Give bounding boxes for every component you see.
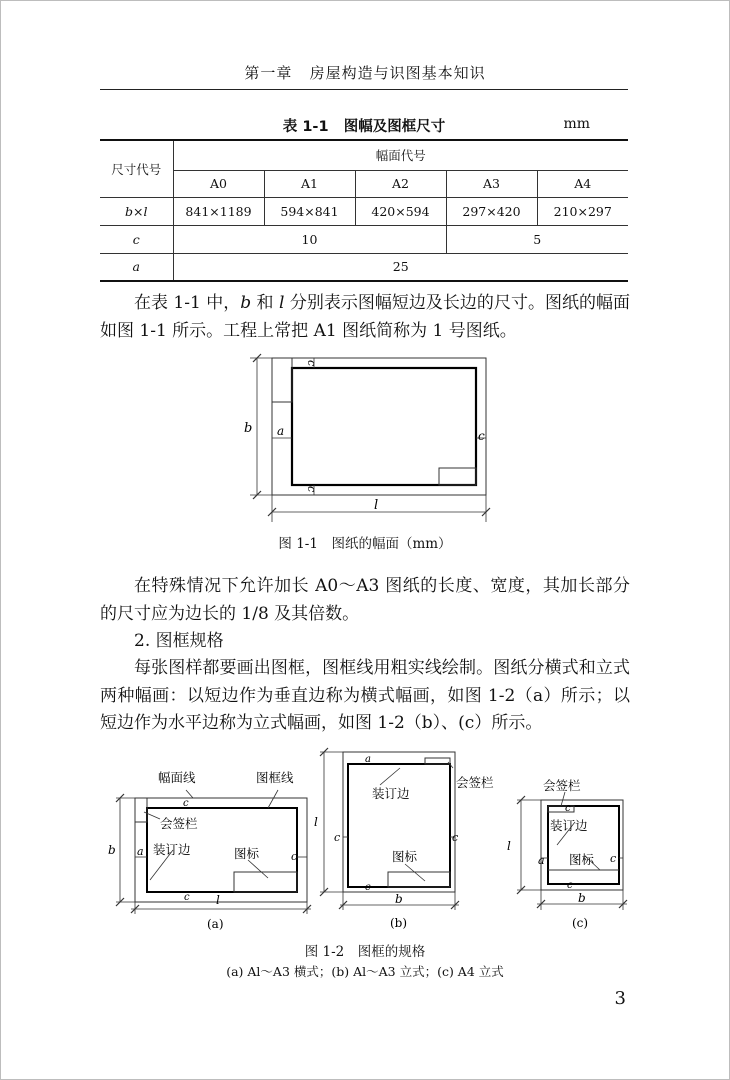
- paragraph-1: [100, 290, 630, 345]
- table-cell: 5: [446, 225, 628, 253]
- table-cell: 25: [173, 253, 628, 281]
- figure-1-2b: [310, 750, 494, 933]
- para1-text: 分别表示图幅短边及长边的尺寸。图纸的幅面如图 1-1 所示。工程上常把 A1 图纸简称为 1 号图纸。: [100, 293, 631, 341]
- label-a: a: [365, 754, 371, 765]
- label-a: a: [277, 424, 285, 438]
- column-header: A0: [173, 170, 264, 197]
- label-c: c: [567, 880, 573, 891]
- figure-1-2a: [108, 762, 313, 932]
- label-c: c: [291, 850, 298, 863]
- figure-1-1-caption: 图 1-1 图纸的幅面（mm）: [278, 536, 452, 552]
- label-b: b: [244, 421, 253, 436]
- label-c: c: [565, 803, 571, 814]
- label-c: c: [334, 831, 341, 844]
- subfigure-c-label: (c): [572, 916, 589, 930]
- label-l: l: [314, 815, 318, 829]
- row-label: a: [100, 253, 173, 281]
- table-cell: 420×594: [355, 197, 446, 225]
- table-cell: 594×841: [264, 197, 355, 225]
- label-c: c: [452, 831, 459, 844]
- frame-outline: [348, 764, 450, 887]
- label-c: c: [478, 429, 485, 443]
- column-header: A2: [355, 170, 446, 197]
- row-label: c: [100, 225, 173, 253]
- label-l: l: [374, 498, 379, 513]
- figure-1-2-caption: 图 1-2 图框的规格: [304, 944, 426, 960]
- label-title-block: 图标: [234, 846, 260, 861]
- figure-1-1: [230, 350, 500, 525]
- label-l: l: [216, 893, 220, 907]
- table-cell: 10: [173, 225, 446, 253]
- label-l: l: [507, 839, 511, 853]
- label-signature-block: 会签栏: [160, 816, 198, 831]
- size-table: [100, 139, 628, 282]
- label-sheet-line: 幅面线: [158, 770, 196, 785]
- group-header-cell: 幅面代号: [173, 140, 628, 170]
- table-cell: 210×297: [537, 197, 628, 225]
- table-cell: 841×1189: [173, 197, 264, 225]
- figure-1-2-subcaption: (a) Al～A3 横式；(b) Al～A3 立式；(c) A4 立式: [226, 964, 504, 979]
- signature-block: [135, 798, 147, 822]
- sheet-outline: [272, 358, 486, 495]
- header-chapter: 第一章: [244, 64, 293, 82]
- sheet-outline: [541, 800, 623, 890]
- header-title: 房屋构造与识图基本知识: [309, 64, 486, 82]
- header-rule: [100, 89, 628, 90]
- label-signature-block: 会签栏: [543, 778, 581, 793]
- signature-block: [272, 358, 292, 402]
- frame-outline: [292, 368, 476, 485]
- section-heading: 2. 图框规格: [134, 631, 224, 651]
- para1-text: 和: [251, 293, 279, 313]
- label-b: b: [108, 843, 116, 857]
- column-header: A3: [446, 170, 537, 197]
- label-b: b: [395, 892, 403, 906]
- label-binding-edge: 装订边: [153, 842, 191, 857]
- label-binding-edge: 装订边: [372, 786, 410, 801]
- label-a: a: [137, 845, 144, 858]
- row-label: b×l: [100, 197, 173, 225]
- title-block: [388, 872, 450, 887]
- table-number: 表 1-1: [282, 119, 329, 135]
- label-c: c: [184, 892, 190, 903]
- label-c: c: [305, 360, 318, 367]
- paragraph-2: 在特殊情况下允许加长 A0～A3 图纸的长度、宽度，其加长部分的尺寸应为边长的 1/8 及其倍数。: [100, 576, 630, 624]
- sheet-outline: [343, 752, 455, 892]
- figure-1-2c: [505, 770, 635, 933]
- label-a: a: [538, 854, 545, 867]
- table-cell: 297×420: [446, 197, 537, 225]
- label-title-block: 图标: [569, 852, 595, 867]
- paragraph-3: 每张图样都要画出图框，图框线用粗实线绘制。图纸分横式和立式两种幅画：以短边作为垂直边称为横式幅画，如图 1-2（a）所示；以短边作为水平边称为立式幅画，如图 1-2（b）、(c）所示。: [100, 658, 630, 733]
- label-signature-block: 会签栏: [456, 775, 494, 790]
- row-header-cell: 尺寸代号: [100, 140, 173, 197]
- column-header: A1: [264, 170, 355, 197]
- page-number: 3: [614, 988, 626, 1009]
- column-header: A4: [537, 170, 628, 197]
- table-unit: mm: [563, 116, 590, 132]
- label-c: c: [610, 852, 617, 865]
- label-c: c: [365, 882, 371, 893]
- label-frame-line: 图框线: [256, 770, 294, 785]
- para1-var-b: b: [240, 293, 252, 313]
- table-title: 图幅及图框尺寸: [343, 119, 446, 135]
- title-block: [234, 872, 297, 892]
- table-caption: [100, 115, 628, 135]
- para1-text: 在表 1-1 中，: [134, 293, 241, 313]
- subfigure-a-label: (a): [207, 917, 224, 931]
- running-header: [100, 62, 630, 83]
- title-block: [439, 468, 476, 485]
- label-c: c: [183, 798, 189, 809]
- label-title-block: 图标: [392, 849, 418, 864]
- label-binding-edge: 装订边: [550, 818, 588, 833]
- label-b: b: [578, 891, 586, 905]
- label-c: c: [305, 486, 318, 493]
- para1-var-l: l: [278, 293, 285, 313]
- subfigure-b-label: (b): [390, 916, 408, 930]
